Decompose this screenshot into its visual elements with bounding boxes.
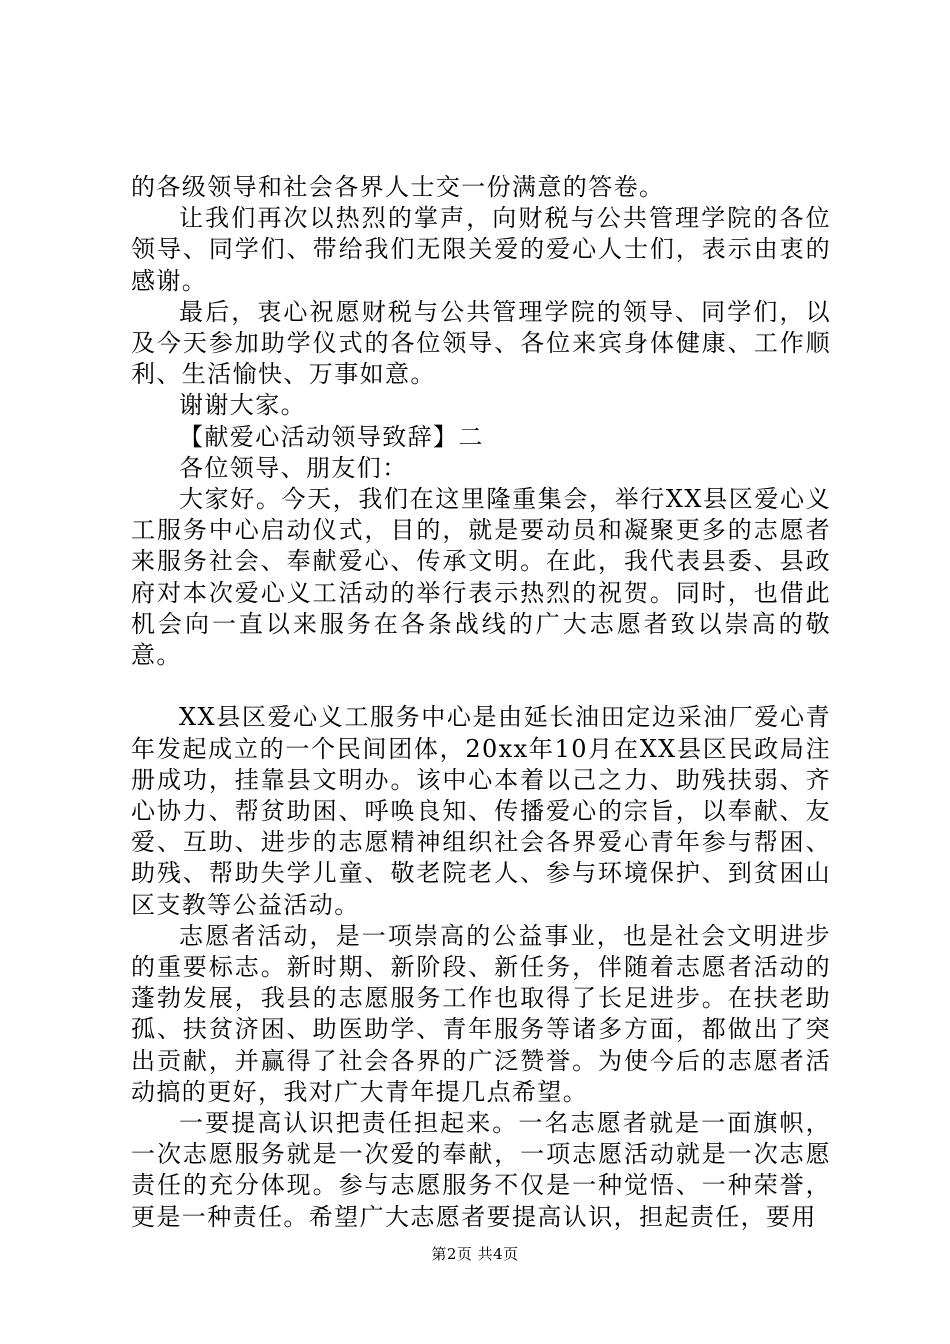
section-heading: 【献爱心活动领导致辞】二 — [179, 422, 484, 451]
paragraph-continuation: 的各级领导和社会各界人士交一份满意的答卷。 — [131, 173, 665, 201]
paragraph-volunteer-activity: 志愿者活动，是一项崇高的公益事业，也是社会文明进步的重要标志。新时期、新阶段、新任务，伴随着志愿者活动的蓬勃发展，我县的志愿服务工作也取得了长足进步。在扶老助孤、扶贫济困、助医助学、青年服务等诸多方面，都做出了突出贡献，并赢得了社会各界的广泛赞誉。为使今后的志愿者活动搞的更好，我对广大青年提几点希望。 — [131, 921, 831, 1106]
paragraph-first-hope: 一要提高认识把责任担起来。一名志愿者就是一面旗帜，一次志愿服务就是一次爱的奉献，一项志愿活动就是一次志愿责任的充分体现。参与志愿服务不仅是一种觉悟、一种荣誉，更是一种责任。希望广大志愿者要提高认识，担起责任，要用 — [131, 1109, 831, 1231]
paragraph-salutation: 各位领导、朋友们： — [179, 453, 408, 482]
paragraph-center-intro: XX县区爱心义工服务中心是由延长油田定边采油厂爱心青年发起成立的一个民间团体，20xx年10月在XX县区民政局注册成功，挂靠县文明办。该中心本着以己之力、助残扶弱、齐心协力、帮贫助困、呼唤良知、传播爱心的宗旨，以奉献、友爱、互助、进步的志愿精神组织社会各界爱心青年参与帮困、助残、帮助失学儿童、敬老院老人、参与环境保护、到贫困山区支教等公益活动。 — [131, 703, 831, 919]
paragraph-opening: 大家好。今天，我们在这里隆重集会，举行XX县区爱心义工服务中心启动仪式，目的，就是要动员和凝聚更多的志愿者来服务社会、奉献爱心、传承文明。在此，我代表县委、县政府对本次爱心义工活动的举行表示热烈的祝贺。同时，也借此机会向一直以来服务在各条战线的广大志愿者致以崇高的敬意。 — [131, 485, 831, 670]
paragraph-thanks-applause: 让我们再次以热烈的掌声，向财税与公共管理学院的各位领导、同学们、带给我们无限关爱的爱心人士们，表示由衷的感谢。 — [131, 204, 831, 295]
paragraph-thank-you: 谢谢大家。 — [179, 391, 306, 420]
paragraph-closing-wishes: 最后，衷心祝愿财税与公共管理学院的领导、同学们，以及今天参加助学仪式的各位领导、各位来宾身体健康、工作顺利、生活愉快、万事如意。 — [131, 297, 831, 389]
page-number-footer: 第2页 共4页 — [431, 1245, 519, 1263]
document-body — [131, 172, 831, 1233]
